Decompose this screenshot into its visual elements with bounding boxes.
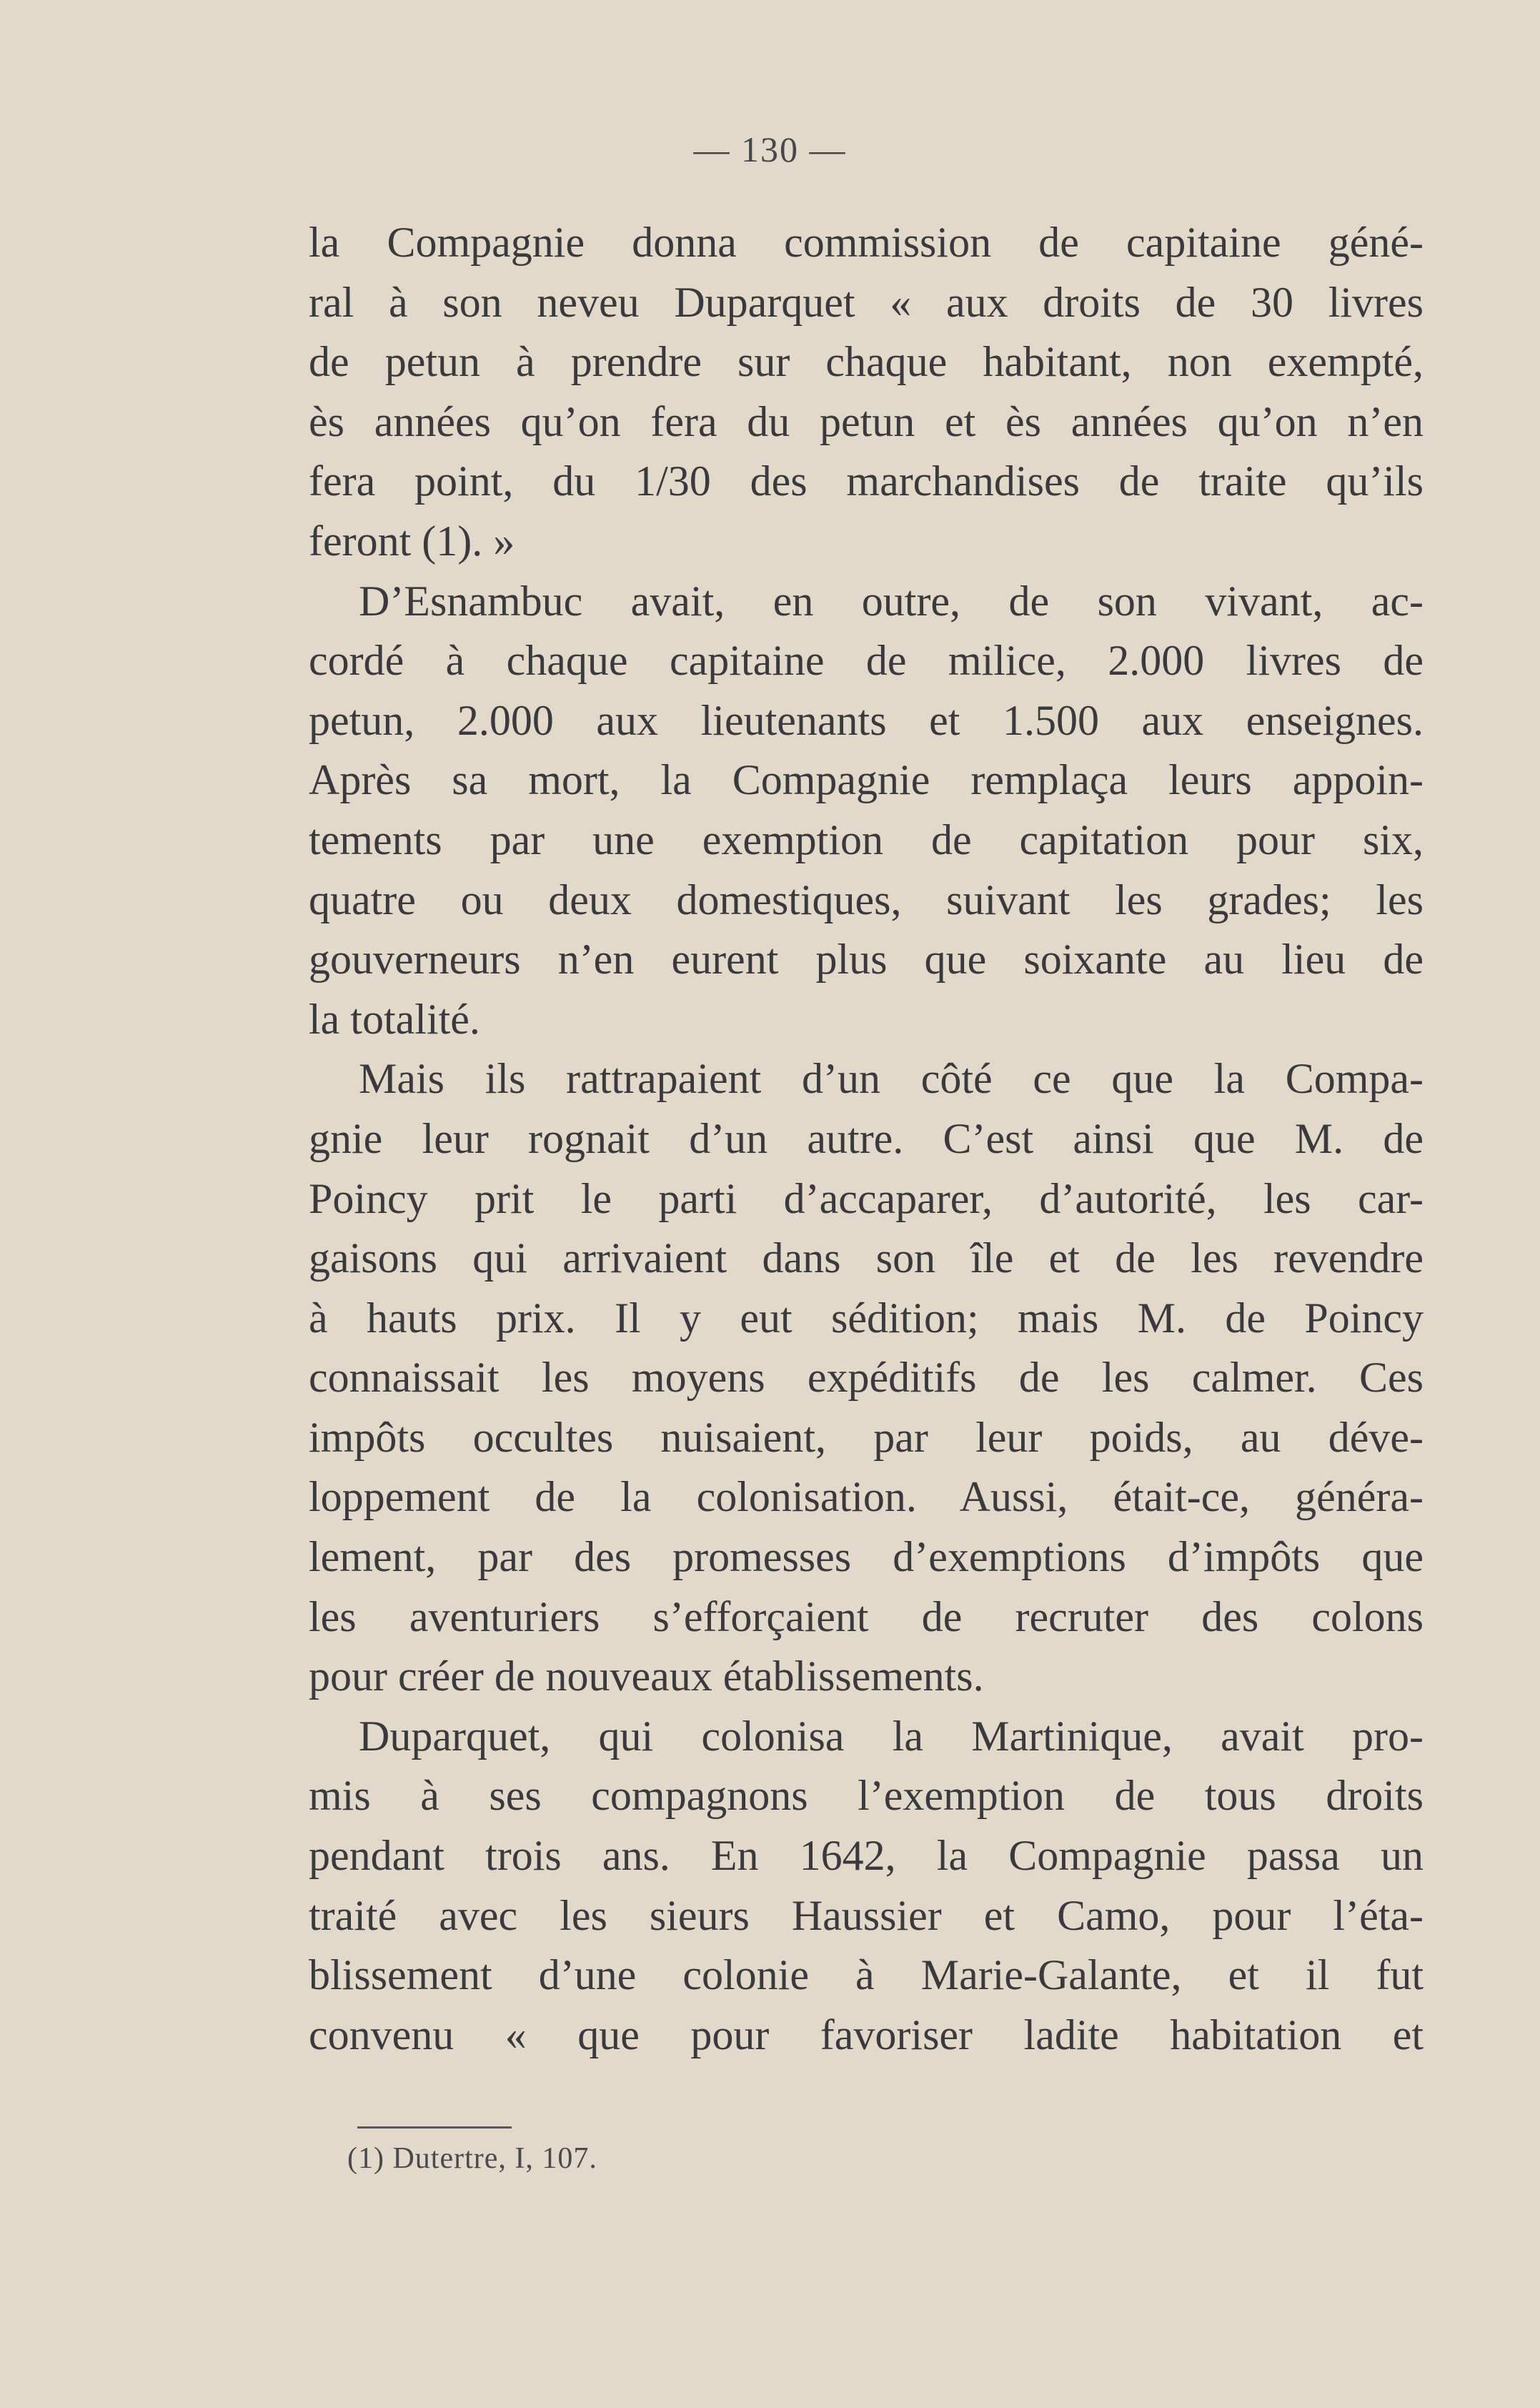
text-line: ès années qu’on fera du petun et ès années qu’on n’en [309,397,1424,445]
footnote: (1) Dutertre, I, 107. [347,2142,597,2175]
text-line: cordé à chaque capitaine de milice, 2.000 livres de [309,637,1424,685]
text-line: gouverneurs n’en eurent plus que soixante au lieu de [309,936,1424,983]
text-line: lement, par des promesses d’exemptions d’impôts que [309,1533,1424,1581]
page-number: — 130 — [693,129,847,169]
text-line: petun, 2.000 aux lieutenants et 1.500 aux enseignes. [309,696,1424,744]
text-line: D’Esnambuc avait, en outre, de son vivant, ac- [359,577,1424,625]
text-line: gnie leur rognait d’un autre. C’est ainsi que M. de [309,1114,1424,1162]
text-line: gaisons qui arrivaient dans son île et de les revendre [309,1234,1424,1282]
text-line: blissement d’une colonie à Marie-Galante, et il fut [309,1951,1424,1999]
text-line: convenu « que pour favoriser ladite habitation et [309,2011,1424,2058]
text-line: feront (1). » [309,517,515,565]
text-line: Poincy prit le parti d’accaparer, d’autorité, les car- [309,1174,1424,1222]
footnote-divider [357,2126,512,2129]
text-line: loppement de la colonisation. Aussi, était-ce, généra- [309,1473,1424,1521]
text-line: tements par une exemption de capitation pour six, [309,816,1424,863]
text-line: de petun à prendre sur chaque habitant, non exempté, [309,338,1424,386]
body-text [309,213,1424,2065]
text-line: ral à son neveu Duparquet « aux droits de 30 livres [309,278,1424,326]
text-line: mis à ses compagnons l’exemption de tous droits [309,1772,1424,1820]
text-line: la Compagnie donna commission de capitaine géné- [309,219,1424,266]
text-line: la totalité. [309,995,480,1043]
text-line: quatre ou deux domestiques, suivant les grades; les [309,876,1424,923]
text-line: Mais ils rattrapaient d’un côté ce que la Compa- [359,1055,1424,1103]
text-line: impôts occultes nuisaient, par leur poids, au déve- [309,1413,1424,1461]
text-line: Après sa mort, la Compagnie remplaça leurs appoin- [309,756,1424,804]
text-line: fera point, du 1/30 des marchandises de traite qu’ils [309,457,1424,505]
text-line: traité avec les sieurs Haussier et Camo, pour l’éta- [309,1891,1424,1939]
text-line: pour créer de nouveaux établissements. [309,1653,984,1700]
text-line: pendant trois ans. En 1642, la Compagnie passa un [309,1832,1424,1880]
text-line: connaissait les moyens expéditifs de les calmer. Ces [309,1354,1424,1402]
text-line: les aventuriers s’efforçaient de recruter des colons [309,1592,1424,1640]
text-line: à hauts prix. Il y eut sédition; mais M. de Poincy [309,1294,1424,1342]
text-line: Duparquet, qui colonisa la Martinique, avait pro- [359,1712,1424,1760]
